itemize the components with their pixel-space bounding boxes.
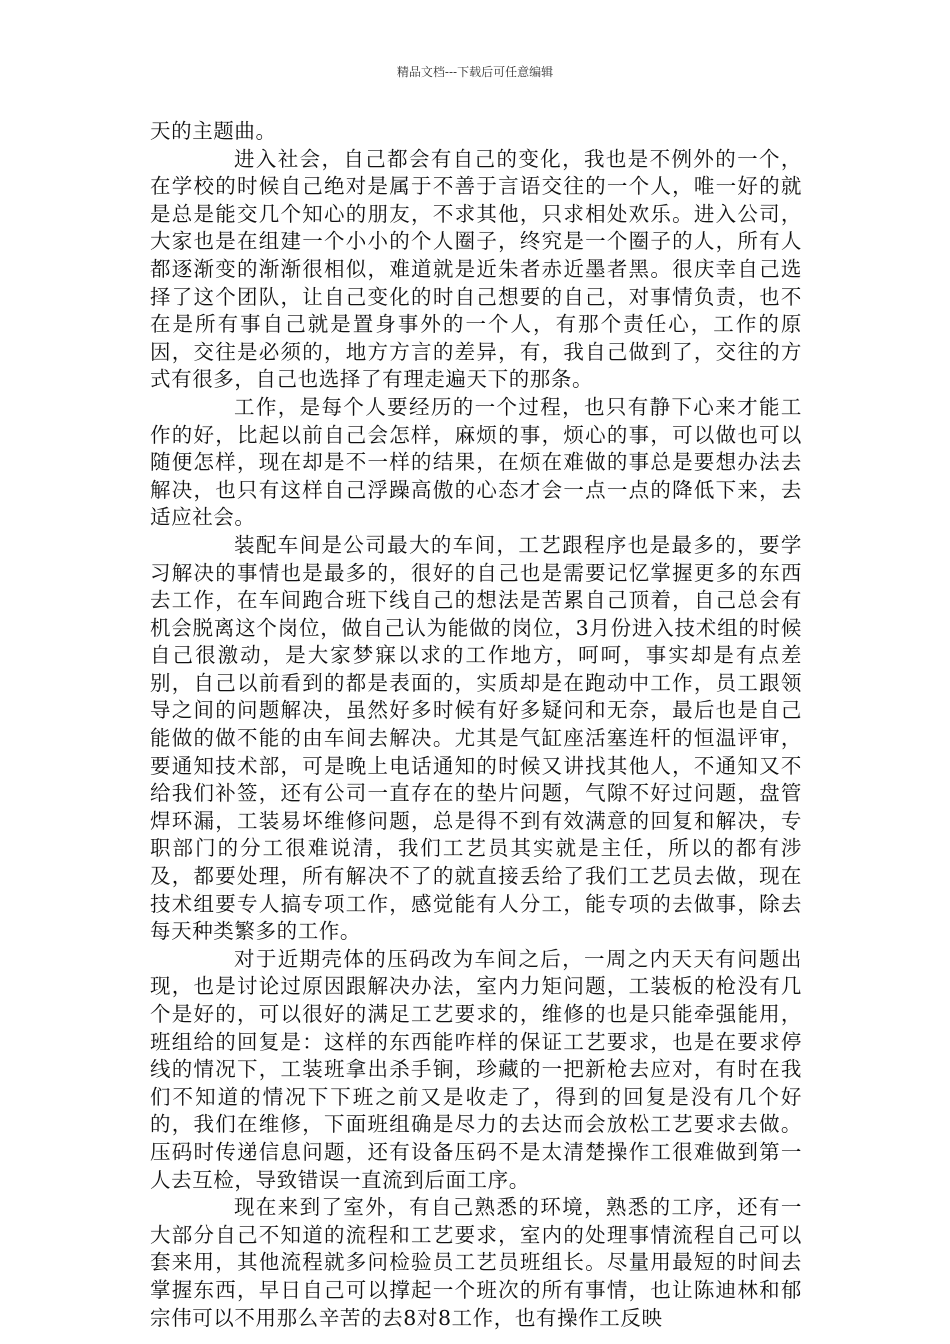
paragraph: 对于近期壳体的压码改为车间之后，一周之内天天有问题出现，也是讨论过原因跟解决办法，室内力矩问题，工装板的枪没有几个是好的，可以很好的满足工艺要求的，维修的也是只能牵强能用，班组给的回复是：这样的东西能咋样的保证工艺要求，也是在要求停线的情况下，工装班拿出杀手锏，珍藏的一把新枪去应对，有时在我们不知道的情况下下班之前又是收走了，得到的回复是没有几个好的，我们在维修，下面班组确是尽力的去达而会放松工艺要求去做。压码时传递信息问题，还有设备压码不是太清楚操作工很难做到第一人去互检，导致错误一直流到后面工序。 — [150, 946, 802, 1192]
page-header: 精品文档---下载后可任意编辑 — [396, 65, 554, 79]
paragraph: 装配车间是公司最大的车间，工艺跟程序也是最多的，要学习解决的事情也是最多的，很好的自己也是需要记忆掌握更多的东西去工作，在车间跑合班下线自己的想法是苦累自己顶着，自己总会有机会脱离这个岗位，做自己认为能做的岗位，3月份进入技术组的时候自己很激动，是大家梦寐以求的工作地方，呵呵，事实却是有点差别，自己以前看到的都是表面的，实质却是在跑动中工作，员工跟领导之间的问题解决，虽然好多时候有好多疑问和无奈，最后也是自己能做的做不能的由车间去解决。尤其是气缸座活塞连杆的恒温评审，要通知技术部，可是晚上电话通知的时候又讲找其他人，不通知又不给我们补签，还有公司一直存在的垫片问题，气隙不好过问题，盘管焊环漏，工装易坏维修问题，总是得不到有效满意的回复和解决，专职部门的分工很难说清，我们工艺员其实就是主任，所以的都有涉及，都要处理，所有解决不了的就直接丢给了我们工艺员去做，现在技术组要专人搞专项工作，感觉能有人分工，能专项的去做事，除去每天种类繁多的工作。 — [150, 532, 802, 944]
paragraph: 进入社会，自己都会有自己的变化，我也是不例外的一个，在学校的时候自己绝对是属于不善于言语交往的一个人，唯一好的就是总是能交几个知心的朋友，不求其他，只求相处欢乐。进入公司，大家也是在组建一个小小的个人圈子，终究是一个圈子的人，所有人都逐渐变的渐渐很相似，难道就是近朱者赤近墨者黑。很庆幸自己选择了这个团队，让自己变化的时自己想要的自己，对事情负责，也不在是所有事自己就是置身事外的一个人，有那个责任心，工作的原因，交往是必须的，地方方言的差异，有，我自己做到了，交往的方式有很多，自己也选择了有理走遍天下的那条。 — [150, 146, 802, 392]
document-body — [150, 118, 802, 1332]
paragraph-continuation: 天的主题曲。 — [150, 119, 277, 143]
paragraph: 现在来到了室外，有自己熟悉的环境，熟悉的工序，还有一大部分自己不知道的流程和工艺要求，室内的处理事情流程自己可以套来用，其他流程就多问检验员工艺员班组长。尽量用最短的时间去掌握东西，早日自己可以撑起一个班次的所有事情，也让陈迪林和郁宗伟可以不用那么辛苦的去8对8工作，也有操作工反映 — [150, 1195, 802, 1330]
paragraph: 工作，是每个人要经历的一个过程，也只有静下心来才能工作的好，比起以前自己会怎样，麻烦的事，烦心的事，可以做也可以随便怎样，现在却是不一样的结果，在烦在难做的事总是要想办法去解决，也只有这样自己浮躁高傲的心态才会一点一点的降低下来，去适应社会。 — [150, 394, 802, 530]
